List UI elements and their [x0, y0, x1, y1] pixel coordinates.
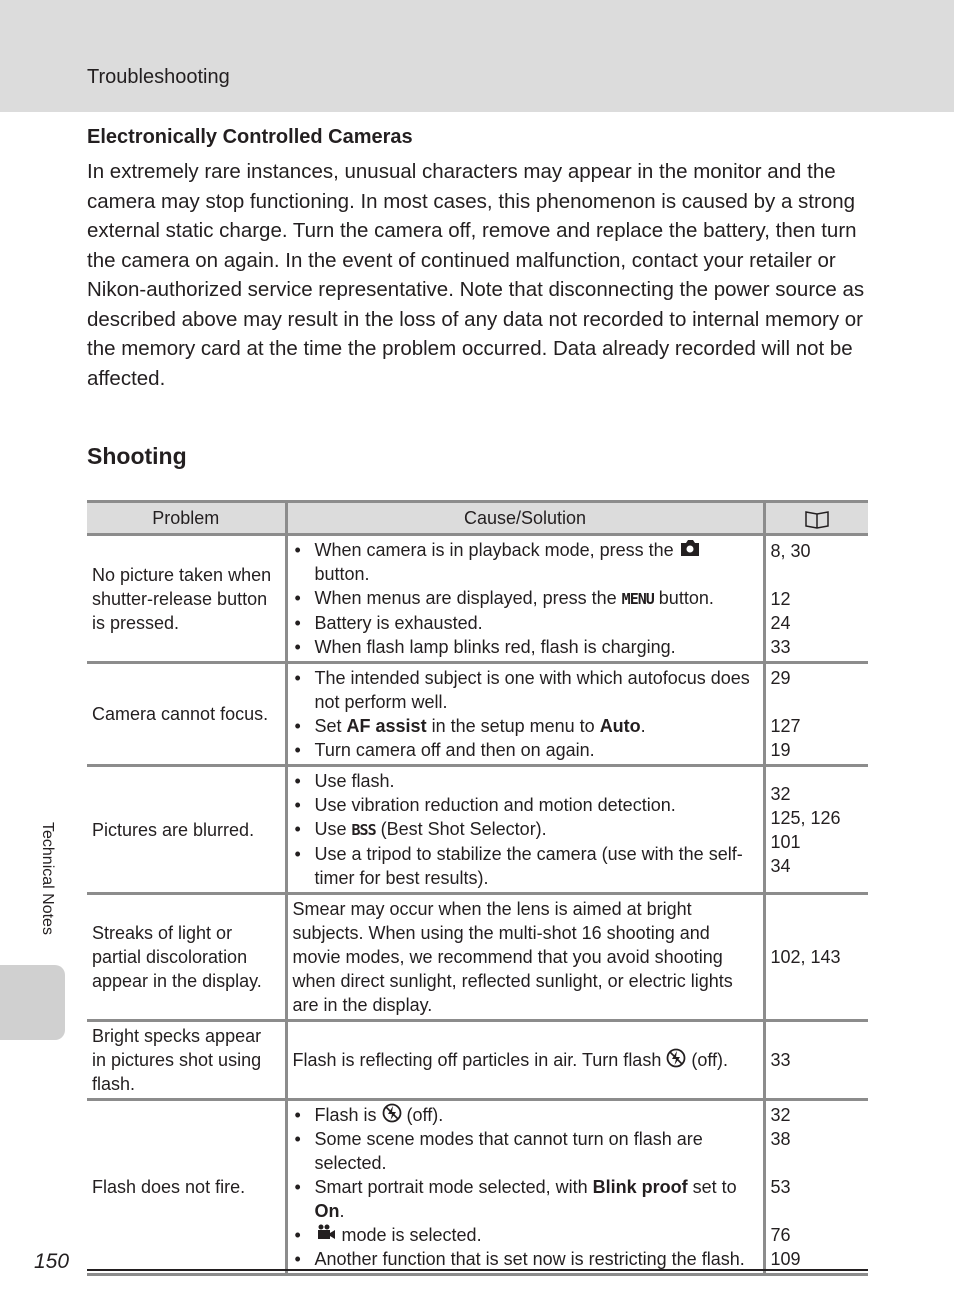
- bss-icon: BSS: [351, 821, 376, 839]
- list-item: • Use flash.: [294, 771, 395, 791]
- table-row: [87, 894, 868, 1021]
- troubleshooting-table: [87, 500, 868, 1276]
- list-item: • Battery is exhausted.: [294, 613, 483, 633]
- side-tab-label: Technical Notes: [39, 822, 56, 935]
- book-reference-icon: [803, 509, 831, 529]
- cause-cell: [286, 535, 764, 663]
- cause-cell: [286, 1100, 764, 1275]
- shooting-mode-camera-icon: [679, 538, 701, 558]
- list-item: • When menus are displayed, press the MENU button.: [294, 588, 714, 608]
- list-item: • Turn camera off and then on again.: [294, 740, 595, 760]
- list-item: • Another function that is set now is restricting the flash.: [294, 1249, 745, 1269]
- flash-off-icon: [382, 1103, 402, 1123]
- list-item: • Use vibration reduction and motion detection.: [294, 795, 676, 815]
- page-ref-cell: 29 127 19: [764, 663, 868, 766]
- cause-cell: Smear may occur when the lens is aimed at bright subjects. When using the multi-shot 16 shooting and movie modes, we recommend that you avoid shooting when direct sunlight, reflected sunlight, or electric lights are in the display.: [286, 894, 764, 1021]
- flash-off-icon: [666, 1048, 686, 1068]
- problem-cell: Streaks of light or partial discoloration appear in the display.: [87, 894, 286, 1021]
- header-band: [0, 0, 954, 112]
- bottom-rule: [87, 1269, 868, 1271]
- problem-cell: Bright specks appear in pictures shot using flash.: [87, 1021, 286, 1100]
- menu-button-icon: MENU: [621, 590, 654, 608]
- list-item: • The intended subject is one with which autofocus does not perform well.: [294, 668, 750, 712]
- problem-cell: Flash does not fire.: [87, 1100, 286, 1275]
- list-item: • Smart portrait mode selected, with Blink proof set to On.: [294, 1177, 737, 1221]
- page-ref-cell: 8, 30 12 24 33: [764, 535, 868, 663]
- cause-cell: [286, 663, 764, 766]
- page-ref-cell: 32 125, 126 101 34: [764, 766, 868, 894]
- header-cause-solution: Cause/Solution: [286, 502, 764, 535]
- page-number: 150: [34, 1250, 70, 1273]
- problem-cell: Pictures are blurred.: [87, 766, 286, 894]
- table-header-row: [87, 502, 868, 535]
- header-problem: Problem: [87, 502, 286, 535]
- list-item: • Use a tripod to stabilize the camera (use with the self-timer for best results).: [294, 844, 743, 888]
- cause-cell: [286, 766, 764, 894]
- section-title-shooting: Shooting: [87, 443, 187, 469]
- movie-mode-icon: [315, 1223, 337, 1243]
- table-row: [87, 535, 868, 663]
- table-row: [87, 1021, 868, 1100]
- page-ref-cell: 32 38 53 76 109: [764, 1100, 868, 1275]
- section-body-paragraph: In extremely rare instances, unusual characters may appear in the monitor and the camera may stop functioning. In most cases, this phenomenon is caused by a strong external static charge. Turn the camera off, remove and replace the battery, then turn the camera on again. In the event of continued malfunction, contact your retailer or Nikon-authorized service representative. Note that disconnecting the power source as described above may result in the loss of any data not recorded to internal memory or the memory card at the time the problem occurred. Data already recorded will not be affected.: [87, 160, 865, 390]
- list-item: • When flash lamp blinks red, flash is charging.: [294, 637, 676, 657]
- list-item: • Flash is (off).: [294, 1105, 444, 1125]
- list-item: • Set AF assist in the setup menu to Auto.: [294, 716, 646, 736]
- list-item: • When camera is in playback mode, press the button.: [293, 538, 758, 586]
- list-item: • Some scene modes that cannot turn on flash are selected.: [294, 1129, 703, 1173]
- running-header: Troubleshooting: [87, 66, 230, 88]
- page-ref-cell: 102, 143: [764, 894, 868, 1021]
- side-section-tab: [0, 965, 65, 1040]
- cause-cell: Flash is reflecting off particles in air. Turn flash (off).: [286, 1021, 764, 1100]
- list-item: • Use BSS (Best Shot Selector).: [294, 819, 547, 839]
- table-row: [87, 663, 868, 766]
- problem-cell: Camera cannot focus.: [87, 663, 286, 766]
- problem-cell: No picture taken when shutter-release button is pressed.: [87, 535, 286, 663]
- section-title-electronic-cameras: Electronically Controlled Cameras: [87, 126, 413, 148]
- table-row: [87, 766, 868, 894]
- header-page-reference: [764, 502, 868, 535]
- list-item: • mode is selected.: [294, 1225, 482, 1245]
- table-row: [87, 1100, 868, 1275]
- page-ref-cell: 33: [764, 1021, 868, 1100]
